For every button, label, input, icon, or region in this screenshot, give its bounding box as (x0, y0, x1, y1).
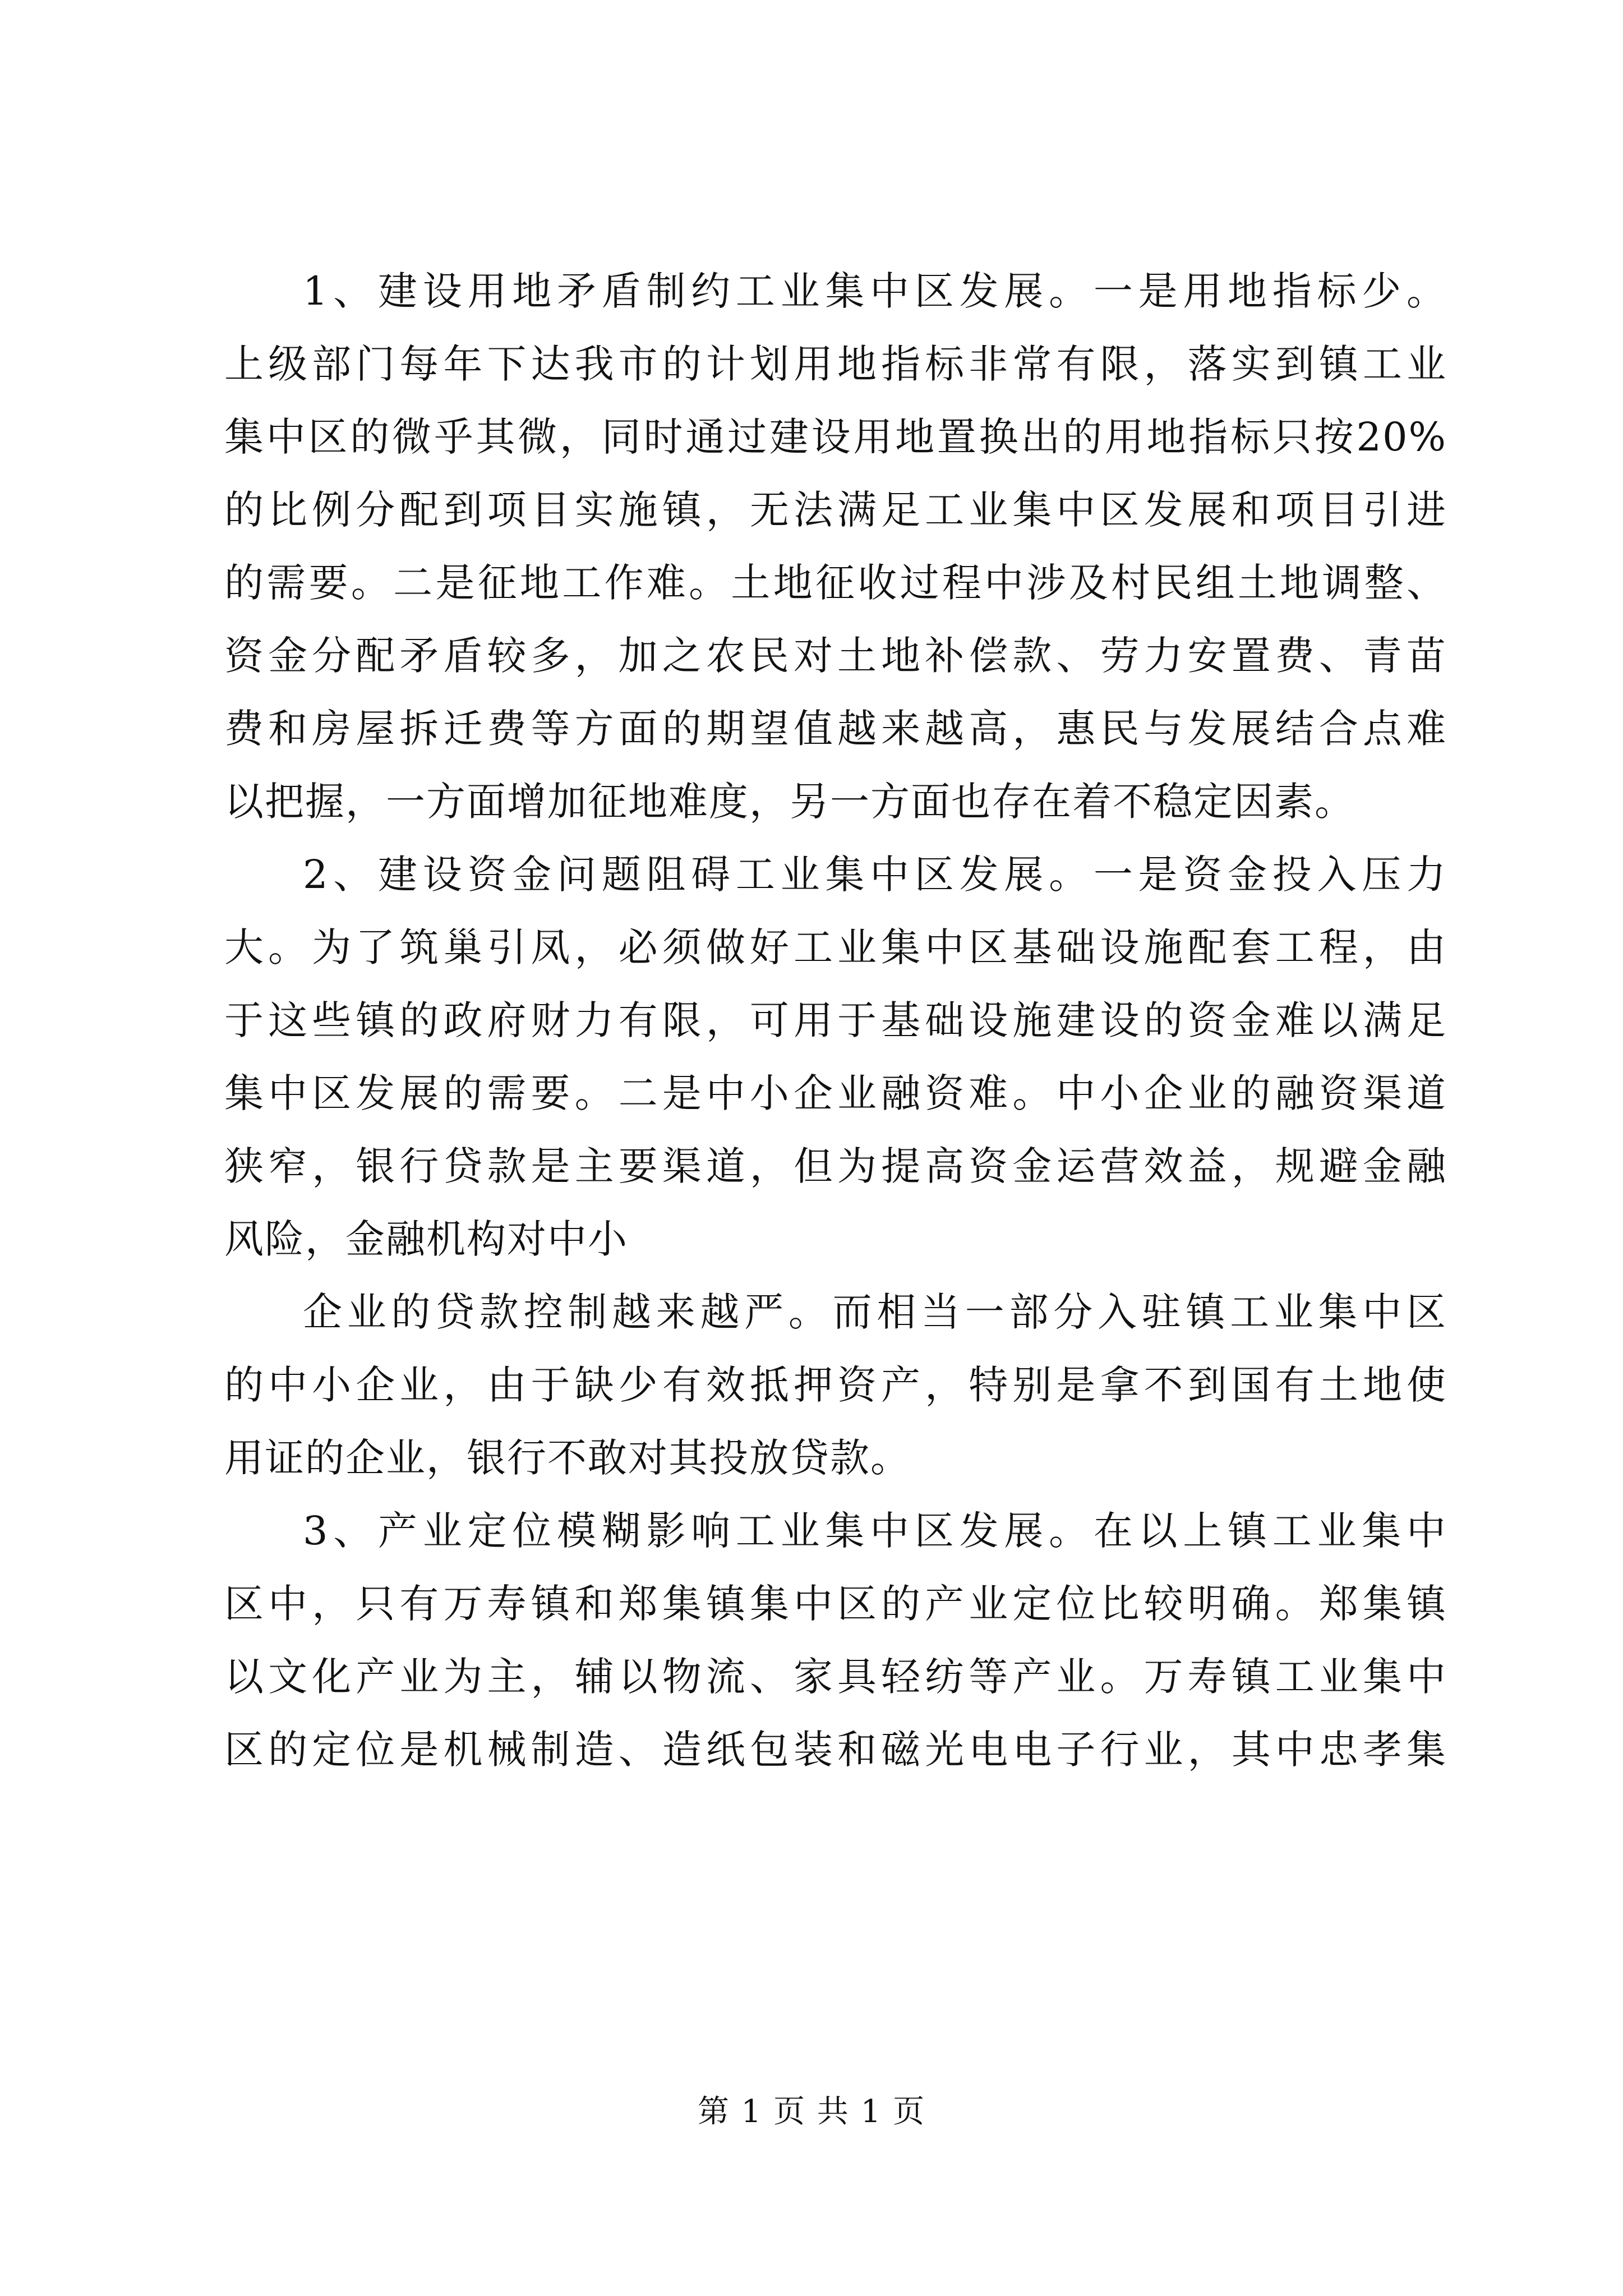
paragraph-2-line-2: 大。为了筑巢引凤，必须做好工业集中区基础设施配套工程，由 (224, 924, 1447, 970)
paragraph-1-line-5: 的需要。二是征地工作难。土地征收过程中涉及村民组土地调整、 (224, 560, 1447, 606)
page-number-footer: 第 1 页 共 1 页 (697, 2093, 926, 2130)
document-body (224, 264, 1447, 1795)
paragraph-2-line-6: 风险，金融机构对中小 (224, 1216, 628, 1262)
paragraph-2-line-3: 于这些镇的政府财力有限，可用于基础设施建设的资金难以满足 (224, 997, 1447, 1043)
paragraph-1-line-3: 集中区的微乎其微，同时通过建设用地置换出的用地指标只按20% (224, 414, 1447, 460)
paragraph-1-line-1: 1、建设用地矛盾制约工业集中区发展。一是用地指标少。 (303, 268, 1447, 314)
paragraph-3-line-1: 企业的贷款控制越来越严。而相当一部分入驻镇工业集中区 (303, 1289, 1447, 1335)
paragraph-2-line-1: 2、建设资金问题阻碍工业集中区发展。一是资金投入压力 (303, 852, 1447, 898)
paragraph-1-line-8: 以把握，一方面增加征地难度，另一方面也存在着不稳定因素。 (224, 779, 1355, 825)
paragraph-2-line-5: 狭窄，银行贷款是主要渠道，但为提高资金运营效益，规避金融 (224, 1143, 1447, 1189)
paragraph-1-line-7: 费和房屋拆迁费等方面的期望值越来越高，惠民与发展结合点难 (224, 706, 1447, 752)
paragraph-4-line-2: 区中，只有万寿镇和郑集镇集中区的产业定位比较明确。郑集镇 (224, 1581, 1447, 1627)
paragraph-3-line-2: 的中小企业，由于缺少有效抵押资产，特别是拿不到国有土地使 (224, 1362, 1447, 1408)
paragraph-1-line-4: 的比例分配到项目实施镇，无法满足工业集中区发展和项目引进 (224, 487, 1447, 533)
paragraph-3-line-3: 用证的企业，银行不敢对其投放贷款。 (224, 1435, 911, 1481)
paragraph-1-line-2: 上级部门每年下达我市的计划用地指标非常有限，落实到镇工业 (224, 341, 1447, 387)
paragraph-1-line-6: 资金分配矛盾较多，加之农民对土地补偿款、劳力安置费、青苗 (224, 633, 1447, 679)
paragraph-4-line-3: 以文化产业为主，辅以物流、家具轻纺等产业。万寿镇工业集中 (224, 1654, 1447, 1700)
paragraph-2-line-4: 集中区发展的需要。二是中小企业融资难。中小企业的融资渠道 (224, 1070, 1447, 1116)
paragraph-4-line-4: 区的定位是机械制造、造纸包装和磁光电电子行业，其中忠孝集 (224, 1727, 1447, 1773)
paragraph-4-line-1: 3、产业定位模糊影响工业集中区发展。在以上镇工业集中 (303, 1508, 1447, 1554)
